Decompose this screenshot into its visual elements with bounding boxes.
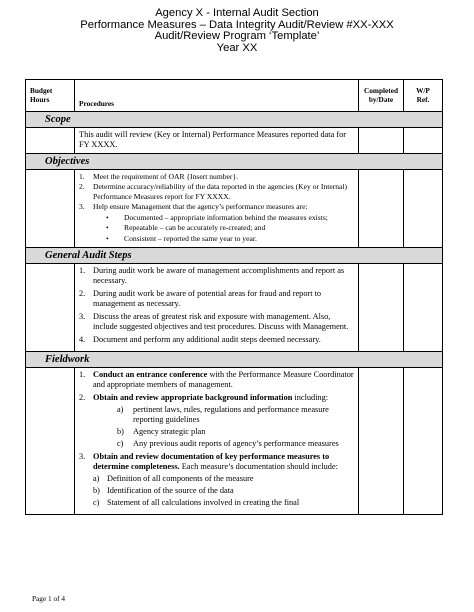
section-title-fieldwork: Fieldwork [26, 352, 443, 368]
list-item: 1. During audit work be aware of management accomplishments and report as necessary. [79, 266, 345, 286]
section-title-scope: Scope [26, 112, 443, 128]
completed-cell[interactable] [359, 368, 404, 515]
list-item: 3. Help ensure Management that the agency’s performance measures are: • Documented – appropriate information behind the measures exists; • Repeatable – can be accurately re-created; and • Consistent – reported the same year to year. [79, 202, 355, 243]
list-item: 4. Document and perform any additional audit steps deemed necessary. [79, 335, 321, 345]
sub-list-item: b) Agency strategic plan [117, 427, 206, 437]
list-item: 1. Conduct an entrance conference with the Performance Measure Coordinator and appropriate members of management. [79, 370, 354, 390]
table-row [26, 170, 443, 248]
bullet-item: • Consistent – reported the same year to year. [106, 233, 257, 243]
budget-cell[interactable] [26, 128, 75, 154]
objectives-list [75, 170, 359, 248]
section-row-general-audit-steps [26, 248, 443, 264]
section-row-fieldwork [26, 352, 443, 368]
list-item: 2. Obtain and review appropriate background information including: a) pertinent laws, rules, regulations and performance measure reporting guidelines b) Agency strategic plan c) Any previous audit reports of agency’s performance measures [79, 393, 355, 449]
wp-ref-header: W/P Ref. [404, 80, 443, 112]
table-row [26, 368, 443, 515]
audit-title: Performance Measures – Data Integrity Audit/Review #XX-XXX [80, 18, 394, 31]
list-item: 1. Meet the requirement of OAR {Insert number}. [79, 172, 238, 181]
completed-cell[interactable] [359, 170, 404, 248]
section-row-scope [26, 112, 443, 128]
fieldwork-list [75, 368, 359, 515]
table-row [26, 128, 443, 154]
procedures-header: Procedures [75, 80, 359, 112]
sub-list-item: b) Identification of the source of the data [93, 486, 234, 496]
section-title-general-audit-steps: General Audit Steps [26, 248, 443, 264]
audit-program-table [25, 79, 443, 515]
completed-header: Completed by/Date [359, 80, 404, 112]
completed-cell[interactable] [359, 264, 404, 352]
table-header-row [26, 80, 443, 112]
list-item: 2. During audit work be aware of potential areas for fraud and report to management as necessary. [79, 289, 322, 309]
table-row [26, 264, 443, 352]
sub-list-item: c) Any previous audit reports of agency’s performance measures [117, 439, 339, 449]
list-item: 3. Obtain and review documentation of key performance measures to determine completeness. Each measure’s documentation should include: a) Definition of all components of the measure b) Identification of the source of the data c) Statement of all calculations involved in creating the final [79, 452, 355, 508]
page-number: Page 1 of 4 [32, 594, 66, 603]
wp-ref-cell[interactable] [404, 368, 443, 515]
bullet-item: • Documented – appropriate information behind the measures exists; [106, 213, 328, 223]
section-row-objectives [26, 154, 443, 170]
scope-text: This audit will review (Key or Internal) Performance Measures reported data for FY XXXX. [75, 128, 359, 154]
sub-list-item: a) Definition of all components of the measure [93, 474, 254, 484]
section-title-objectives: Objectives [26, 154, 443, 170]
completed-cell[interactable] [359, 128, 404, 154]
document-header [0, 8, 474, 54]
budget-cell[interactable] [26, 368, 75, 515]
agency-title: Agency X - Internal Audit Section [155, 7, 319, 19]
budget-cell[interactable] [26, 170, 75, 248]
wp-ref-cell[interactable] [404, 170, 443, 248]
bullet-item: • Repeatable – can be accurately re-created; and [106, 223, 266, 233]
sub-list-item: c) Statement of all calculations involved in creating the final [93, 498, 300, 508]
year-title: Year XX [216, 41, 258, 54]
program-title: Audit/Review Program ‘Template’ [154, 30, 320, 43]
budget-hours-header: Budget Hours [26, 80, 75, 112]
list-item: 2. Determine accuracy/reliability of the data reported in the agencies (Key or Internal) Performance Measures report for FY XXXX. [79, 182, 348, 201]
sub-list-item: a) pertinent laws, rules, regulations and performance measure reporting guidelines [117, 405, 329, 425]
general-steps-list [75, 264, 359, 352]
wp-ref-cell[interactable] [404, 128, 443, 154]
list-item: 3. Discuss the areas of greatest risk and exposure with management. Also, include suggested objectives and test procedures. Discuss with Management. [79, 312, 349, 332]
wp-ref-cell[interactable] [404, 264, 443, 352]
budget-cell[interactable] [26, 264, 75, 352]
